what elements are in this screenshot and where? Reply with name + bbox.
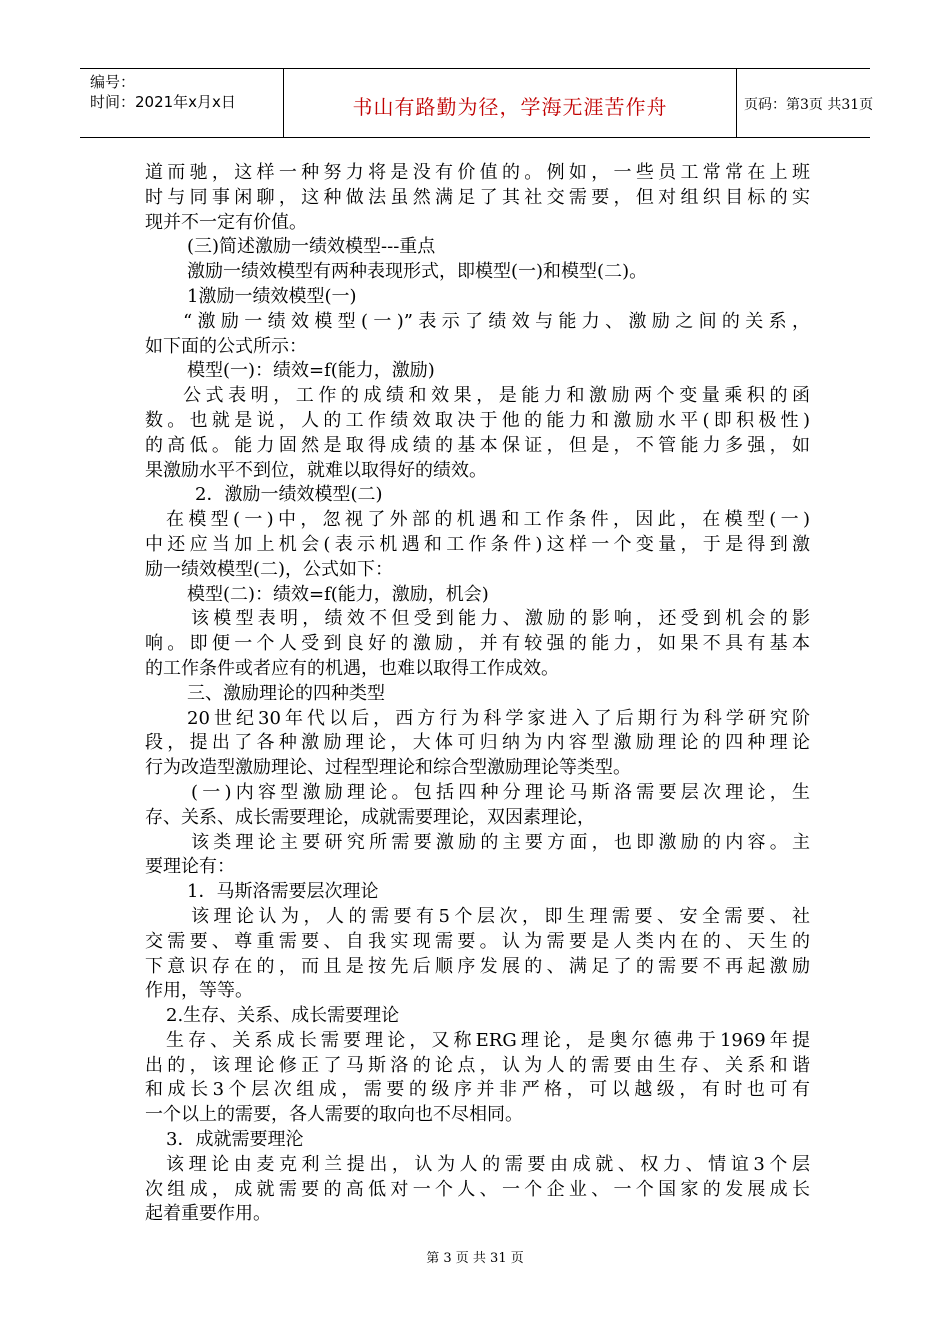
document-date-label: 时间：2021年x月x日 [90, 93, 236, 111]
page-header [80, 68, 874, 138]
text-line: 起着重要作用。 [145, 1203, 271, 1225]
text-line: 次组成，成就需要的高低对一个人、一个企业、一个国家的发展成长 [145, 1178, 810, 1200]
text-line: 行为改造型激励理论、过程型理论和综合型激励理论等类型。 [145, 757, 631, 778]
document-body [145, 158, 810, 1224]
text-line: 模型(二)：绩效=f(能力，激励，机会) [187, 583, 489, 605]
text-line: 作用，等等。 [145, 980, 253, 1002]
text-line: 在模型(一)中，忽视了外部的机遇和工作条件，因此，在模型(一) [166, 509, 810, 530]
text-line: 响。即便一个人受到良好的激励，并有较强的能力，如果不具有基本 [145, 633, 810, 654]
text-line: 段，提出了各种激励理论，大体可归纳为内容型激励理论的四种理论 [145, 732, 810, 754]
text-line: 交需要、尊重需要、自我实现需要。认为需要是人类内在的、天生的 [145, 930, 810, 952]
text-line: 道而驰，这样一种努力将是没有价值的。例如，一些员工常常在上班 [145, 162, 810, 183]
text-line: 如下面的公式所示： [145, 335, 307, 357]
header-left-cell [80, 69, 283, 137]
text-line: 公式表明，工作的成绩和效果，是能力和激励两个变量乘积的函 [183, 385, 810, 406]
text-line: 存、关系、成长需要理论，成就需要理论，双因素理论， [145, 806, 595, 828]
text-line: (一)内容型激励理论。包括四种分理论马斯洛需要层次理论，生 [191, 781, 810, 803]
text-line: 下意识存在的，而且是按先后顺序发展的、满足了的需要不再起激励 [145, 955, 810, 977]
text-line: 要理论有： [145, 856, 235, 878]
text-line: 该类理论主要研究所需要激励的主要方面，也即激励的内容。主 [191, 831, 810, 853]
text-line: 励一绩效模型(二)，公式如下： [145, 558, 394, 580]
header-middle-cell [283, 69, 737, 137]
header-page-indicator: 页码：第3页 共31页 [744, 97, 874, 113]
header-motto: 书山有路勤为径，学海无涯苦作舟 [352, 95, 668, 119]
text-line: 的高低。能力固然是取得成绩的基本保证，但是，不管能力多强，如 [145, 434, 810, 456]
document-number-label: 编号： [90, 73, 136, 91]
text-line: 2.生存、关系、成长需要理论 [166, 1005, 400, 1026]
text-line: 生存、关系成长需要理论，又称ERG理论，是奥尔德弗于1969年提 [166, 1029, 810, 1051]
text-line: 1激励一绩效模型(一) [187, 285, 357, 307]
text-line: 模型(一)：绩效=f(能力，激励) [187, 360, 435, 382]
text-line: 1．马斯洛需要层次理论 [187, 881, 379, 902]
text-line: (三)简述激励一绩效模型---重点 [187, 236, 436, 258]
text-line: 数。也就是说，人的工作绩效取决于他的能力和激励水平(即积极性) [145, 409, 810, 431]
text-line: 的工作条件或者应有的机遇，也难以取得工作成效。 [145, 657, 559, 679]
text-line: 20世纪30年代以后，西方行为科学家进入了后期行为科学研究阶 [187, 707, 810, 729]
text-line: “激励一绩效模型(一)”表示了绩效与能力、激励之间的关系， [183, 310, 810, 332]
text-line: 该理论由麦克利兰提出，认为人的需要由成就、权力、情谊3个层 [166, 1153, 810, 1175]
text-line: 该模型表明，绩效不但受到能力、激励的影响，还受到机会的影 [191, 608, 810, 630]
header-right-cell [736, 69, 874, 137]
text-line: 3．成就需要理沦 [166, 1129, 304, 1150]
text-line: 时与同事闲聊，这种做法虽然满足了其社交需要，但对组织目标的实 [145, 186, 810, 208]
text-line: 和成长3个层次组成，需要的级序并非严格，可以越级，有时也可有 [145, 1079, 810, 1101]
text-line: 一个以上的需要，各人需要的取向也不尽相同。 [145, 1104, 523, 1126]
text-line: 果激励水平不到位，就难以取得好的绩效。 [145, 459, 487, 481]
text-line: 该理论认为，人的需要有5个层次，即生理需要、安全需要、社 [191, 905, 810, 927]
text-line: 三、激励理论的四种类型 [187, 682, 385, 704]
text-line: 出的，该理论修正了马斯洛的论点，认为人的需要由生存、关系和谐 [145, 1054, 810, 1076]
text-line: 2．激励一绩效模型(二) [195, 484, 383, 506]
text-line: 中还应当加上机会(表示机遇和工作条件)这样一个变量，于是得到激 [145, 533, 810, 555]
text-line: 现并不一定有价值。 [145, 211, 307, 233]
text-line: 激励一绩效模型有两种表现形式，即模型(一)和模型(二)。 [187, 261, 648, 282]
page-footer: 第 3 页 共 31 页 [426, 1251, 524, 1266]
